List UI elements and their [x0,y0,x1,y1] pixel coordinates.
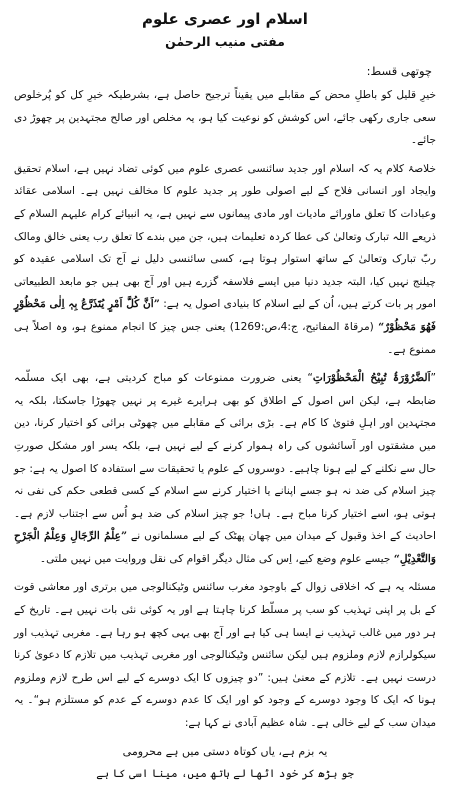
arabic-quote: ”اَنَّ کُلَّ اَمْرٍ یُتَذَرَّعُ بِہٖ اِلٰی مَحْظُوْرٍ فَھُوَ مَحْظُوْرٌ“ [14,298,436,333]
poem-line [14,763,436,785]
paragraph-text: “ یعنی ضرورت ممنوعات کو مباح کردیتی ہے، بھی ایک مسلّمہ ضابطہ ہے، لیکن اس اصول کے اطلاق کو بھی ہرایرے غیرے پر نہیں چھوڑا جاسکتا، بلکہ یہ مجتہدین اور اہلِ فتویٰ کا کام ہے۔ بڑی برائی کے مقابلے میں چھوٹی برائی کو اختیار کرنا، دین میں مشقتوں اور آسائشوں کی راہ ہموار کرنے کے لیے نہیں ہے، بلکہ یسر اور مشکل صورتِ حال سے نکلنے کے لیے ہونا چاہیے۔ دوسروں کے علوم یا تحقیقات سے استفادہ کا اصول یہ ہے: جو چیز اسلام کی ضد نہ ہو جسے اپنانے یا اختیار کرنے سے اسلام کے کسی قطعی حکم کی نفی نہ ہوتی ہو، اسے اختیار کرنا مباح ہے۔ ہاں! جو چیز اسلام کی ضد ہو اُس سے اجتناب لازم ہے۔ احادیث کے اخذ وقبول کے میدان میں چھان پھٹک کے لیے مسلمانوں نے [13,372,436,543]
episode-label: چوتھی قسط: [366,64,432,78]
article-author: مفتی منیب الرحمٰن [165,34,285,49]
paragraph-text: خیرِ قلیل کو باطلِ محض کے مقابلے میں یقیناً ترجیح حاصل ہے، بشرطیکہ خیرِ کل کو پُرخلوص سعی جاری رکھی جائے، اس کوشش کو نوعیت کیا ہو، یہ مخلص اور صالح مجتہدین پر چھوڑ دی جائے۔ [14,89,436,147]
article-paragraph [14,158,436,361]
article-body [14,84,436,735]
paragraph-text: جیسے علوم وضع کیے، اِس کی مثال دیگر اقوام کی نقل وروایت میں نہیں ملتی۔ [39,552,394,565]
paragraph-text: مسئلہ یہ ہے کہ اخلاقی زوال کے باوجود مغرب سائنس وٹیکنالوجی میں برتری اور معاشی قوت کے بل پر اپنی تہذیب کو سب پر مسلّط کرنا چاہتا ہے اور یہ کوئی نئی بات نہیں ہے۔ تاریخ کے ہر دور میں غالب تہذیب نے ایسا ہی کیا ہے اور آج بھی یہی کچھ ہو رہا ہے۔ مغربی تہذیب اور سیکولرازم لازم وملزوم ہیں لیکن سائنس وٹیکنالوجی اور مغربی تہذیب میں تلازم کا دعویٰ کرنا درست نہیں ہے۔ تلازم کے معنیٰ ہیں: ”دو چیزوں کا ایک دوسرے کے لیے اس طرح لازم وملزوم ہونا کہ ایک کا وجود دوسرے کے وجود کو اور ایک کا عدم دوسرے کے عدم کو مستلزم ہو“۔ یہ میدان سب کے لیے خالی ہے۔ شاہ عظیم آبادی نے کہا ہے: [14,581,436,730]
poem-hemistich: یہ بزم ہے، یاں کوتاہ دستی میں ہے محرومی [122,744,328,758]
article-title: اسلام اور عصری علوم [142,10,308,28]
article-paragraph [14,84,436,152]
article-paragraph [14,367,436,570]
arabic-quote: ”عِلْمُ الرِّجَالِ وَعِلْمُ الْجَرْحِ وَالتَّعْدِیْلِ“ [14,530,436,565]
paragraph-text: (مرقاۃ المفاتیح، ج:4،ص:1269) یعنی جس چیز کا انجام ممنوع ہو، وہ اصلاً ہی ممنوع ہے۔ [14,320,436,356]
paragraph-text: خلاصۂ کلام یہ کہ اسلام اور جدید سائنسی عصری علوم میں کوئی تضاد نہیں ہے، اسلام تحقیق وایجاد اور انسانی فلاح کے لیے اصولی طور پر جدید علوم کا مخالف نہیں ہے۔ اسلامی عقائد وعبادات کا تعلق ماورائے مادیات اور مادی پیمانوں سے نہیں ہے، یہ انبیائے کرام علیہم السلام کے ذریعے اللہ تبارک وتعالیٰ کی عطا کردہ تعلیمات ہیں، جن میں بندے کا تعلق رب یعنی خالق ومالک ربّ تبارک وتعالیٰ کے ساتھ استوار ہوتا ہے، کسی سائنسی دلیل نے آج تک اسلامی عقیدہ کو چیلنج نہیں کیا، البتہ جدید دنیا میں ایسے فلاسفہ گزرے ہیں اور آج بھی ہیں جو مابعد الطبیعاتی امور پر بات کرتے ہیں، اُن کے لیے اسلام کا بنیادی اصول یہ ہے: [14,162,436,311]
article-page [13,6,437,780]
paragraph-text: ” [430,372,437,385]
arabic-quote: اَلضَّرُوْرَۃُ تُبِیْحُ الْمَحْظُوْرَاتِ [312,372,431,385]
poem-line [14,741,436,763]
article-paragraph [14,576,436,734]
poem-hemistich: جو بڑھ کر خود اٹھا لے ہاتھ میں، مینا اسی کا ہے [96,766,354,780]
poem-couplet [14,741,436,785]
